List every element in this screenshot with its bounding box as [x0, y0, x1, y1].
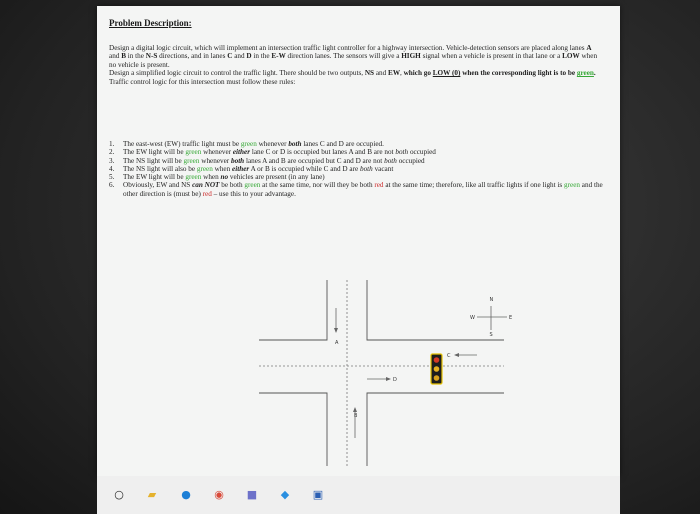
svg-text:S: S — [489, 332, 493, 338]
rules-list — [109, 140, 604, 198]
lane-b-label: B — [354, 413, 358, 419]
rule-item: 1. The east-west (EW) traffic light must be green whenever both lanes C and D are occupied. — [109, 140, 384, 148]
rule-item: 2. The EW light will be green whenever either lane C or D is occupied but lanes A and B are not both occupied — [109, 148, 436, 157]
teams-icon[interactable]: ■ — [246, 488, 258, 501]
chrome-icon[interactable]: ◉ — [214, 488, 224, 501]
rule-item: 3. The NS light will be green whenever both lanes A and B are occupied but C and D are not both occupied — [109, 156, 425, 165]
intro-paragraph-1: Design a digital logic circuit, which will implement an intersection traffic light controller for a highway intersection. Vehicle-detection sensors are placed along lanes A and B in the N-S directions, and in lanes C and D in the E-W direction lanes. The sensors will give a HIGH signal when a vehicle is present in that lane or a LOW when no vehicle is present. — [109, 44, 598, 69]
traffic-light-icon — [431, 354, 442, 384]
page-title: Problem Description: — [109, 18, 192, 28]
lane-d-label: D — [393, 377, 397, 383]
file-manager-icon[interactable]: ▰ — [147, 488, 157, 501]
intro-text — [109, 44, 599, 86]
rule-item: 4. The NS light will also be green when either A or B is occupied while C and D are both vacant — [109, 164, 394, 173]
lane-a-label: A — [335, 340, 339, 346]
lane-c-label: C — [447, 353, 451, 359]
svg-text:N: N — [489, 297, 494, 303]
svg-text:W: W — [470, 315, 475, 321]
svg-text:E: E — [509, 315, 513, 321]
rule-item: 5. The EW light will be green when no vehicles are present (in any lane) — [109, 173, 325, 182]
compass-icon — [470, 297, 512, 338]
edge-icon[interactable]: ● — [181, 488, 191, 501]
intersection-diagram — [249, 278, 549, 468]
word-icon[interactable]: ▣ — [312, 488, 324, 501]
document-page — [97, 6, 620, 476]
intro-paragraph-2: Design a simplified logic circuit to control the traffic light. There should be two outputs, NS and EW, which go LOW (0) when the corresponding light is to be green. Traffic control logic for this intersection must follow these rules: — [109, 69, 596, 86]
rule-item: 6. Obviously, EW and NS can NOT be both green at the same time, nor will they be both red at the same time; therefore, like all traffic lights if one light is green and the other direction is (must be) red – use this to your advantage. — [109, 181, 603, 198]
taskbar — [97, 476, 620, 514]
circle-icon[interactable]: ○ — [114, 488, 124, 501]
vscode-icon[interactable]: ◆ — [280, 488, 290, 501]
